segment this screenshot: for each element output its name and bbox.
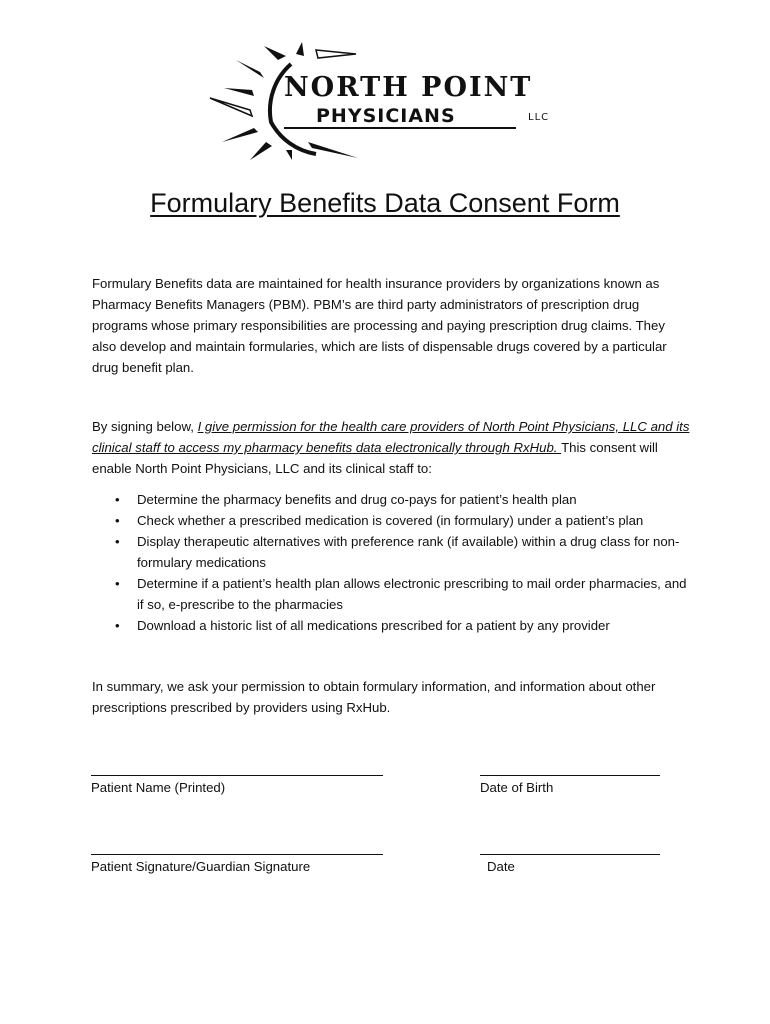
date-label: Date xyxy=(487,859,515,874)
logo-text-physicians: PHYSICIANS xyxy=(316,105,456,127)
bullet-icon: • xyxy=(115,492,120,507)
consent-paragraph xyxy=(92,416,692,479)
list-item xyxy=(92,489,692,510)
logo-text-north-point: NORTH POINT xyxy=(284,72,533,103)
list-item xyxy=(92,510,692,531)
consent-tail-text: This consent will enable North Point Physicians, LLC and its clinical staff to: xyxy=(92,440,658,476)
signature-label: Patient Signature/Guardian Signature xyxy=(91,859,311,874)
list-item-text: Determine if a patient’s health plan allows electronic prescribing to mail order pharmacies, and if so, e-prescribe to the pharmacies xyxy=(137,576,687,612)
date-of-birth-line[interactable] xyxy=(480,775,660,776)
date-of-birth-label: Date of Birth xyxy=(480,780,554,795)
bullet-icon: • xyxy=(115,534,120,549)
patient-name-label: Patient Name (Printed) xyxy=(91,780,226,795)
bullet-icon: • xyxy=(115,576,120,591)
bullet-icon: • xyxy=(115,618,120,633)
intro-paragraph: Formulary Benefits data are maintained for health insurance providers by organizations known as Pharmacy Benefits Managers (PBM). PBM’s are third party administrators of prescription drug programs whose primary responsibilities are processing and paying prescription drug claims. They also develop and maintain formularies, which are lists of dispensable drugs covered by a particular drug benefit plan. xyxy=(92,276,667,375)
list-item xyxy=(92,573,692,615)
list-item xyxy=(92,615,692,636)
bullet-icon: • xyxy=(115,513,120,528)
signature-line[interactable] xyxy=(91,854,383,855)
summary-paragraph: In summary, we ask your permission to obtain formulary information, and information about other prescriptions prescribed by providers using RxHub. xyxy=(92,679,656,715)
page-title: Formulary Benefits Data Consent Form xyxy=(150,188,620,218)
list-item-text: Check whether a prescribed medication is covered (in formulary) under a patient’s plan xyxy=(137,513,644,528)
consent-permission-statement: I give permission for the health care providers of North Point Physicians, LLC and its clinical staff to access my pharmacy benefits data electronically through RxHub. xyxy=(92,419,690,455)
patient-name-line[interactable] xyxy=(91,775,383,776)
permissions-list xyxy=(92,489,692,636)
consent-lead-text: By signing below, xyxy=(92,419,198,434)
company-logo xyxy=(196,42,576,160)
date-line[interactable] xyxy=(480,854,660,855)
list-item-text: Determine the pharmacy benefits and drug co-pays for patient’s health plan xyxy=(137,492,577,507)
list-item-text: Download a historic list of all medications prescribed for a patient by any provider xyxy=(137,618,610,633)
list-item xyxy=(92,531,692,573)
list-item-text: Display therapeutic alternatives with preference rank (if available) within a drug class for non-formulary medications xyxy=(137,534,680,570)
logo-text-llc: LLC xyxy=(528,112,550,123)
